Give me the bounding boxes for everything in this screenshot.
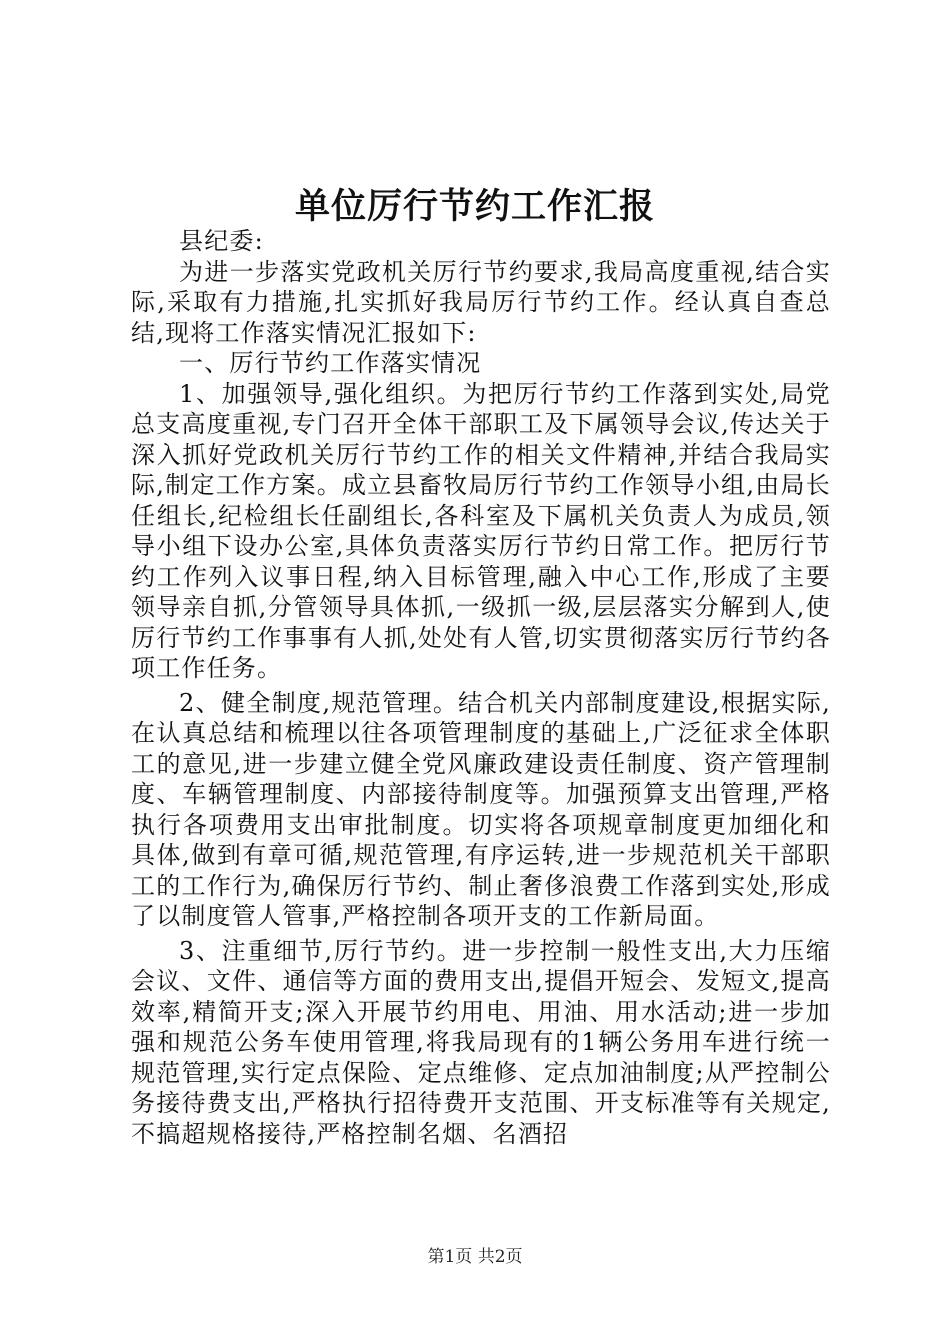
paragraph-1: 1、加强领导,强化组织。为把厉行节约工作落到实处,局党总支高度重视,专门召开全体干部职工及下属领导会议,传达关于深入抓好党政机关厉行节约工作的相关文件精神,并结合我局实际,制定工作方案。成立县畜牧局厉行节约工作领导小组,由局长任组长,纪检组长任副组长,各科室及下属机关负责人为成员,领导小组下设办公室,具体负责落实厉行节约日常工作。把厉行节约工作列入议事日程,纳入目标管理,融入中心工作,形成了主要领导亲自抓,分管领导具体抓,一级抓一级,层层落实分解到人,使厉行节约工作事事有人抓,处处有人管,切实贯彻落实厉行节约各项工作任务。	[131, 379, 831, 682]
salutation: 县纪委:	[179, 227, 264, 255]
page-footer: 第1页 共2页	[427, 1247, 523, 1267]
document-title: 单位厉行节约工作汇报	[294, 186, 655, 227]
paragraph-2: 2、健全制度,规范管理。结合机关内部制度建设,根据实际,在认真总结和梳理以往各项管理制度的基础上,广泛征求全体职工的意见,进一步建立健全党风廉政建设责任制度、资产管理制度、车辆管理制度、内部接待制度等。加强预算支出管理,严格执行各项费用支出审批制度。切实将各项规章制度更加细化和具体,做到有章可循,规范管理,有序运转,进一步规范机关干部职工的工作行为,确保厉行节约、制止奢侈浪费工作落到实处,形成了以制度管人管事,严格控制各项开支的工作新局面。	[131, 688, 831, 930]
document-body	[131, 226, 831, 1149]
intro-paragraph: 为进一步落实党政机关厉行节约要求,我局高度重视,结合实际,采取有力措施,扎实抓好我局厉行节约工作。经认真自查总结,现将工作落实情况汇报如下:	[131, 257, 831, 347]
section-heading: 一、厉行节约工作落实情况	[179, 349, 482, 377]
paragraph-3: 3、注重细节,厉行节约。进一步控制一般性支出,大力压缩会议、文件、通信等方面的费用支出,提倡开短会、发短文,提高效率,精简开支;深入开展节约用电、用油、用水活动;进一步加强和规范公务车使用管理,将我局现有的1辆公务用车进行统一规范管理,实行定点保险、定点维修、定点加油制度;从严控制公务接待费支出,严格执行招待费开支范围、开支标准等有关规定,不搞超规格接待,严格控制名烟、名酒招	[131, 936, 831, 1148]
